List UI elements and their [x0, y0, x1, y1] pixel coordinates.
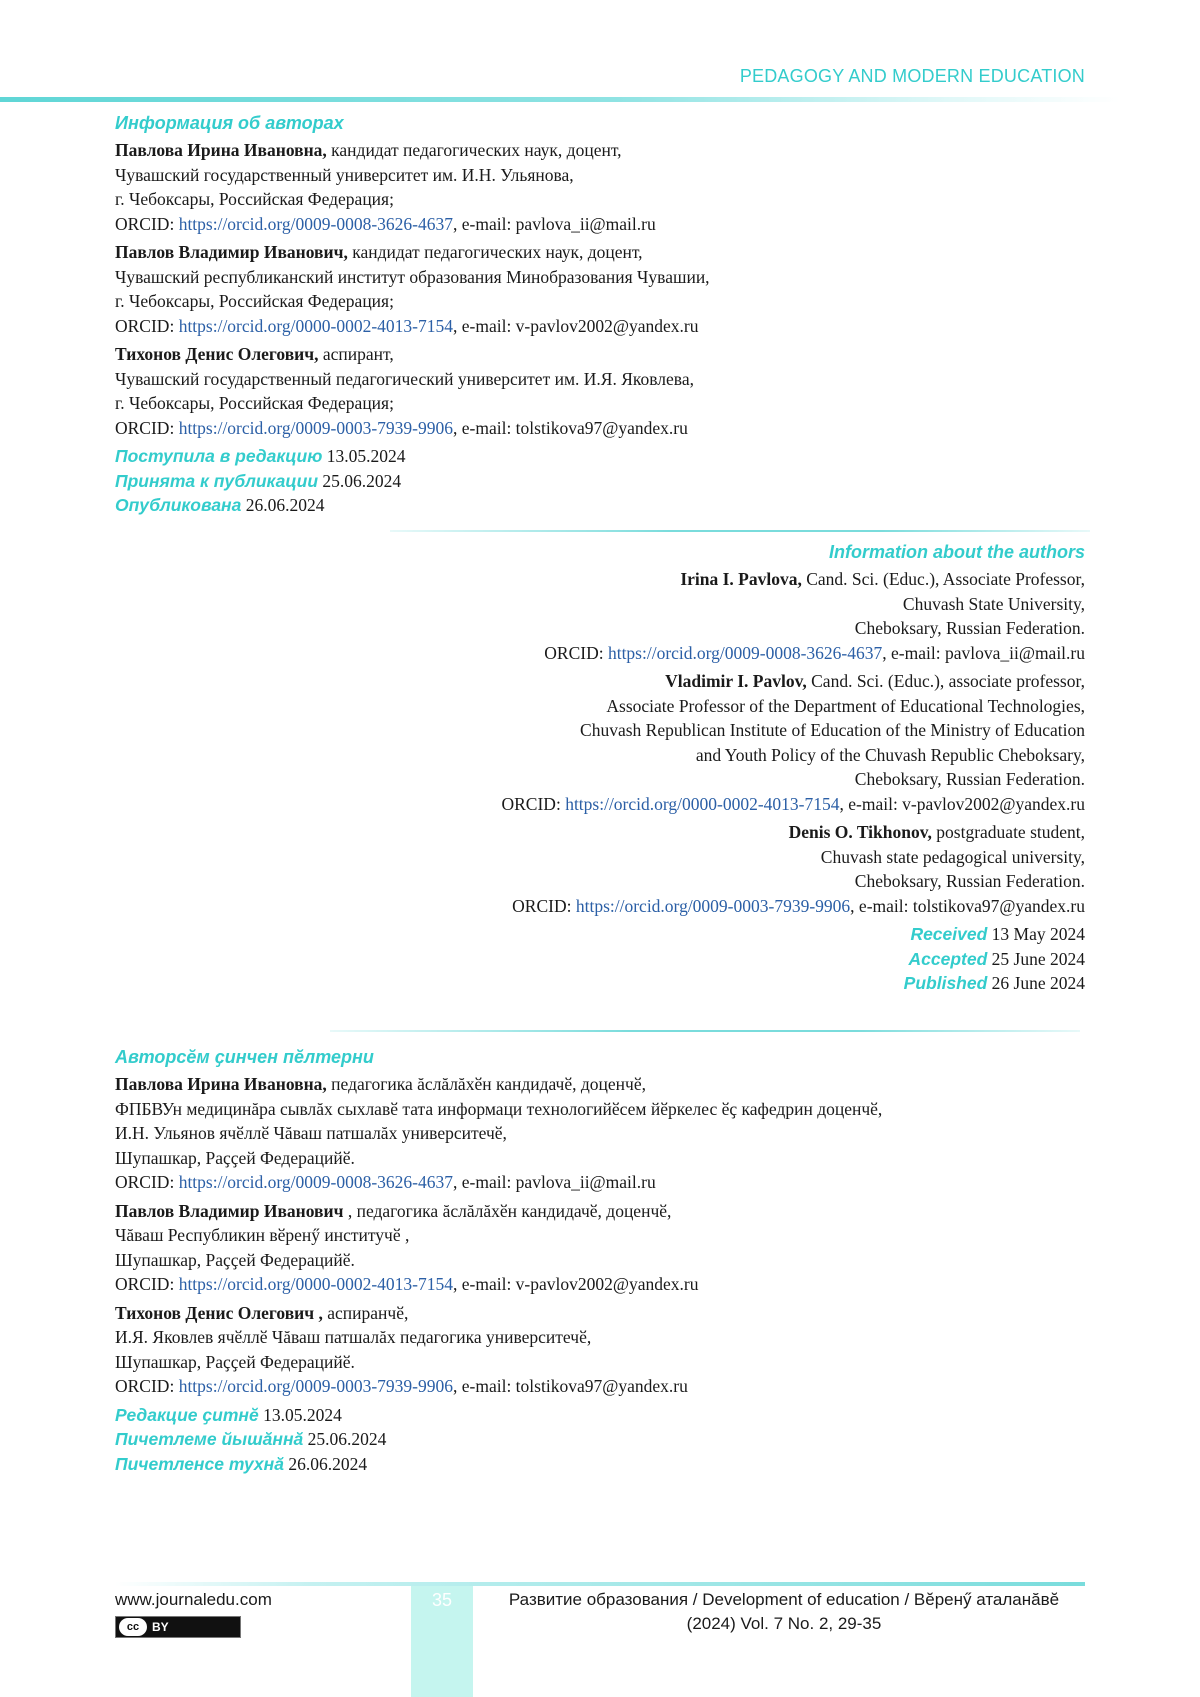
date-row	[115, 469, 1085, 494]
journal-citation	[478, 1588, 1090, 1636]
author-email: , e-mail: pavlova_ii@mail.ru	[453, 1172, 656, 1192]
author-email: , e-mail: v-pavlov2002@yandex.ru	[453, 1274, 699, 1294]
author-degree: Cand. Sci. (Educ.), Associate Professor,	[806, 569, 1085, 589]
author-list-ru	[115, 138, 1085, 440]
author-affiliation: Chuvash Republican Institute of Education of the Ministry of Education	[580, 720, 1085, 740]
orcid-link[interactable]: https://orcid.org/0009-0008-3626-4637	[178, 213, 453, 234]
dates-cv	[115, 1403, 1085, 1477]
date-label: Принята к публикации	[115, 470, 319, 491]
journal-website-link[interactable]: www.journaledu.com	[115, 1590, 272, 1609]
section-heading-ru: Информация об авторах	[115, 113, 344, 133]
author-email: , e-mail: pavlova_ii@mail.ru	[882, 642, 1085, 663]
author-affiliation: Associate Professor of the Department of Educational Technologies,	[606, 695, 1085, 716]
date-row	[115, 1427, 1085, 1452]
author-affiliation: И.Я. Яковлев ячӗллӗ Чăваш патшалăх педагогика университечӗ,	[115, 1327, 592, 1347]
date-label: Поступила в редакцию	[115, 446, 323, 466]
date-value: 25.06.2024	[322, 470, 402, 491]
date-row	[115, 947, 1085, 972]
author-affiliation: and Youth Policy of the Chuvash Republic Cheboksary,	[695, 744, 1085, 765]
author-affiliation: Шупашкар, Раҫҫей Федерацийӗ.	[115, 1249, 355, 1270]
author-orcid-line	[115, 212, 1085, 237]
orcid-link[interactable]: https://orcid.org/0000-0002-4013-7154	[565, 793, 840, 814]
author-name-line	[115, 240, 1085, 265]
orcid-link[interactable]: https://orcid.org/0000-0002-4013-7154	[178, 1274, 453, 1294]
orcid-label: ORCID:	[115, 417, 179, 438]
orcid-label: ORCID:	[115, 213, 179, 234]
date-label: Published	[903, 973, 988, 993]
orcid-link[interactable]: https://orcid.org/0000-0002-4013-7154	[178, 315, 453, 336]
running-header-title: PEDAGOGY AND MODERN EDUCATION	[739, 66, 1085, 86]
author-affiliation: Chuvash State University,	[902, 593, 1085, 614]
author-orcid-line	[115, 792, 1085, 817]
footer-rule	[115, 1582, 1085, 1586]
journal-name: Развитие образования / Development of education / Вӗренӳ аталанăвӗ	[508, 1590, 1060, 1609]
orcid-link[interactable]: https://orcid.org/0009-0003-7939-9906	[178, 1376, 453, 1396]
author-affiliation: г. Чебоксары, Российская Федерация;	[115, 291, 394, 311]
date-label: Редакцие ҫитнӗ	[115, 1404, 259, 1425]
author-degree: аспирант,	[322, 344, 394, 364]
author-name-line	[115, 820, 1085, 845]
author-orcid-line	[115, 894, 1085, 919]
date-value: 25 June 2024	[991, 948, 1085, 969]
orcid-label: ORCID:	[115, 1274, 179, 1294]
date-label: Опубликована	[115, 495, 242, 515]
author-orcid-line	[115, 1170, 1085, 1195]
author-name: Павлова Ирина Ивановна,	[115, 140, 327, 160]
author-affiliation: И.Н. Ульянов ячӗллӗ Чăваш патшалăх университечӗ,	[115, 1123, 507, 1143]
date-row	[115, 1403, 1085, 1428]
author-name-line	[115, 1072, 1085, 1097]
author-name: Тихонов Денис Олегович,	[115, 344, 319, 364]
date-label: Пичетлеме йышăннă	[115, 1429, 304, 1449]
author-name: Павлова Ирина Ивановна,	[115, 1074, 327, 1094]
author-email: , e-mail: tolstikova97@yandex.ru	[453, 417, 688, 438]
author-name: Vladimir I. Pavlov,	[665, 671, 807, 691]
orcid-link[interactable]: https://orcid.org/0009-0003-7939-9906	[178, 417, 453, 438]
orcid-label: ORCID:	[115, 1376, 179, 1396]
author-orcid-line	[115, 416, 1085, 441]
author-affiliation: Чувашский государственный педагогический университет им. И.Я. Яковлева,	[115, 368, 694, 389]
author-orcid-line	[115, 1374, 1085, 1399]
date-row	[115, 493, 1085, 518]
header-rule	[0, 97, 1120, 102]
date-label: Received	[910, 924, 988, 944]
section-divider	[330, 1030, 1080, 1032]
author-entry	[115, 1199, 1085, 1297]
author-affiliation: Чувашский республиканский институт образования Минобразования Чувашии,	[115, 266, 710, 287]
creative-commons-icon: cc	[119, 1618, 147, 1636]
author-entry	[115, 240, 1085, 338]
author-email: , e-mail: tolstikova97@yandex.ru	[850, 895, 1085, 916]
cc-by-license-badge[interactable]	[115, 1616, 241, 1638]
author-name-line	[115, 138, 1085, 163]
author-name-line	[115, 567, 1085, 592]
author-entry	[115, 138, 1085, 236]
orcid-link[interactable]: https://orcid.org/0009-0003-7939-9906	[575, 895, 851, 916]
author-degree: кандидат педагогических наук, доцент,	[331, 140, 622, 160]
author-affiliation: Чăваш Республикин вӗренӳ институчӗ ,	[115, 1225, 410, 1245]
author-affiliation: Cheboksary, Russian Federation.	[854, 871, 1085, 891]
author-entry	[115, 567, 1085, 665]
author-entry	[115, 820, 1085, 918]
author-degree: кандидат педагогических наук, доцент,	[352, 242, 643, 262]
section-divider	[390, 530, 1090, 532]
orcid-label: ORCID:	[544, 642, 608, 663]
author-email: , e-mail: tolstikova97@yandex.ru	[453, 1376, 688, 1396]
author-affiliation: Шупашкар, Раҫҫей Федерацийӗ.	[115, 1147, 355, 1168]
attribution-label: BY	[152, 1620, 169, 1634]
section-heading-cv: Авторсӗм ҫинчен пӗлтерни	[115, 1047, 374, 1067]
authors-info-ru	[115, 111, 1085, 518]
author-affiliation: Cheboksary, Russian Federation.	[854, 618, 1085, 638]
author-name-line	[115, 1301, 1085, 1326]
author-degree: , педагогика ăслăлăхӗн кандидачӗ, доценчӗ,	[347, 1200, 672, 1221]
author-name: Павлов Владимир Иванович	[115, 1200, 348, 1221]
author-degree: педагогика ăслăлăхӗн кандидачӗ, доценчӗ,	[331, 1074, 646, 1094]
author-affiliation: Chuvash state pedagogical university,	[820, 846, 1085, 867]
orcid-label: ORCID:	[501, 793, 566, 814]
author-affiliation: ФПБВУн медицинăра сывлăх сыхлавӗ тата информаци технологийӗсем йӗркелес ӗҫ кафедрин доценчӗ,	[115, 1098, 883, 1119]
author-entry	[115, 669, 1085, 816]
author-name: Denis O. Tikhonov,	[788, 822, 932, 842]
orcid-link[interactable]: https://orcid.org/0009-0008-3626-4637	[607, 642, 883, 663]
date-value: 26.06.2024	[288, 1453, 368, 1474]
date-value: 13 May 2024	[991, 924, 1085, 944]
author-entry	[115, 1301, 1085, 1399]
date-value: 25.06.2024	[307, 1429, 387, 1449]
author-affiliation: г. Чебоксары, Российская Федерация;	[115, 189, 394, 209]
author-entry	[115, 342, 1085, 440]
date-value: 26 June 2024	[991, 973, 1085, 993]
journal-volume: (2024) Vol. 7 No. 2, 29-35	[686, 1614, 882, 1633]
date-value: 26.06.2024	[245, 495, 325, 515]
author-name: Irina I. Pavlova,	[680, 569, 802, 589]
author-name-line	[115, 342, 1085, 367]
dates-en	[115, 922, 1085, 996]
author-name: Тихонов Денис Олегович ,	[115, 1302, 323, 1323]
orcid-label: ORCID:	[115, 1172, 179, 1192]
author-email: , e-mail: v-pavlov2002@yandex.ru	[839, 793, 1085, 814]
orcid-label: ORCID:	[115, 315, 179, 336]
authors-info-en	[115, 540, 1085, 996]
author-affiliation: Шупашкар, Раҫҫей Федерацийӗ.	[115, 1351, 355, 1372]
author-affiliation: Чувашский государственный университет им. И.Н. Ульянова,	[115, 164, 574, 185]
author-list-en	[115, 567, 1085, 918]
author-degree: postgraduate student,	[936, 822, 1085, 842]
author-name-line	[115, 669, 1085, 694]
author-degree: Cand. Sci. (Educ.), associate professor,	[811, 671, 1085, 691]
author-name: Павлов Владимир Иванович,	[115, 242, 348, 262]
section-heading-en: Information about the authors	[829, 542, 1085, 562]
date-label: Пичетленсе тухнă	[115, 1453, 284, 1474]
author-orcid-line	[115, 641, 1085, 666]
author-entry	[115, 1072, 1085, 1195]
author-orcid-line	[115, 1272, 1085, 1297]
author-email: , e-mail: v-pavlov2002@yandex.ru	[453, 315, 699, 336]
date-row	[115, 1452, 1085, 1477]
orcid-link[interactable]: https://orcid.org/0009-0008-3626-4637	[178, 1172, 453, 1192]
page-number: 35	[431, 1590, 453, 1610]
author-email: , e-mail: pavlova_ii@mail.ru	[453, 213, 656, 234]
author-name-line	[115, 1199, 1085, 1224]
author-affiliation: г. Чебоксары, Российская Федерация;	[115, 393, 394, 413]
author-degree: аспиранчӗ,	[327, 1302, 409, 1323]
author-affiliation: Cheboksary, Russian Federation.	[854, 769, 1085, 789]
author-list-cv	[115, 1072, 1085, 1399]
date-value: 13.05.2024	[326, 446, 406, 466]
date-label: Accepted	[908, 948, 988, 969]
date-value: 13.05.2024	[263, 1404, 342, 1425]
author-orcid-line	[115, 314, 1085, 339]
authors-info-cv	[115, 1045, 1085, 1476]
date-row	[115, 971, 1085, 996]
dates-ru	[115, 444, 1085, 518]
date-row	[115, 922, 1085, 947]
orcid-label: ORCID:	[512, 895, 576, 916]
date-row	[115, 444, 1085, 469]
